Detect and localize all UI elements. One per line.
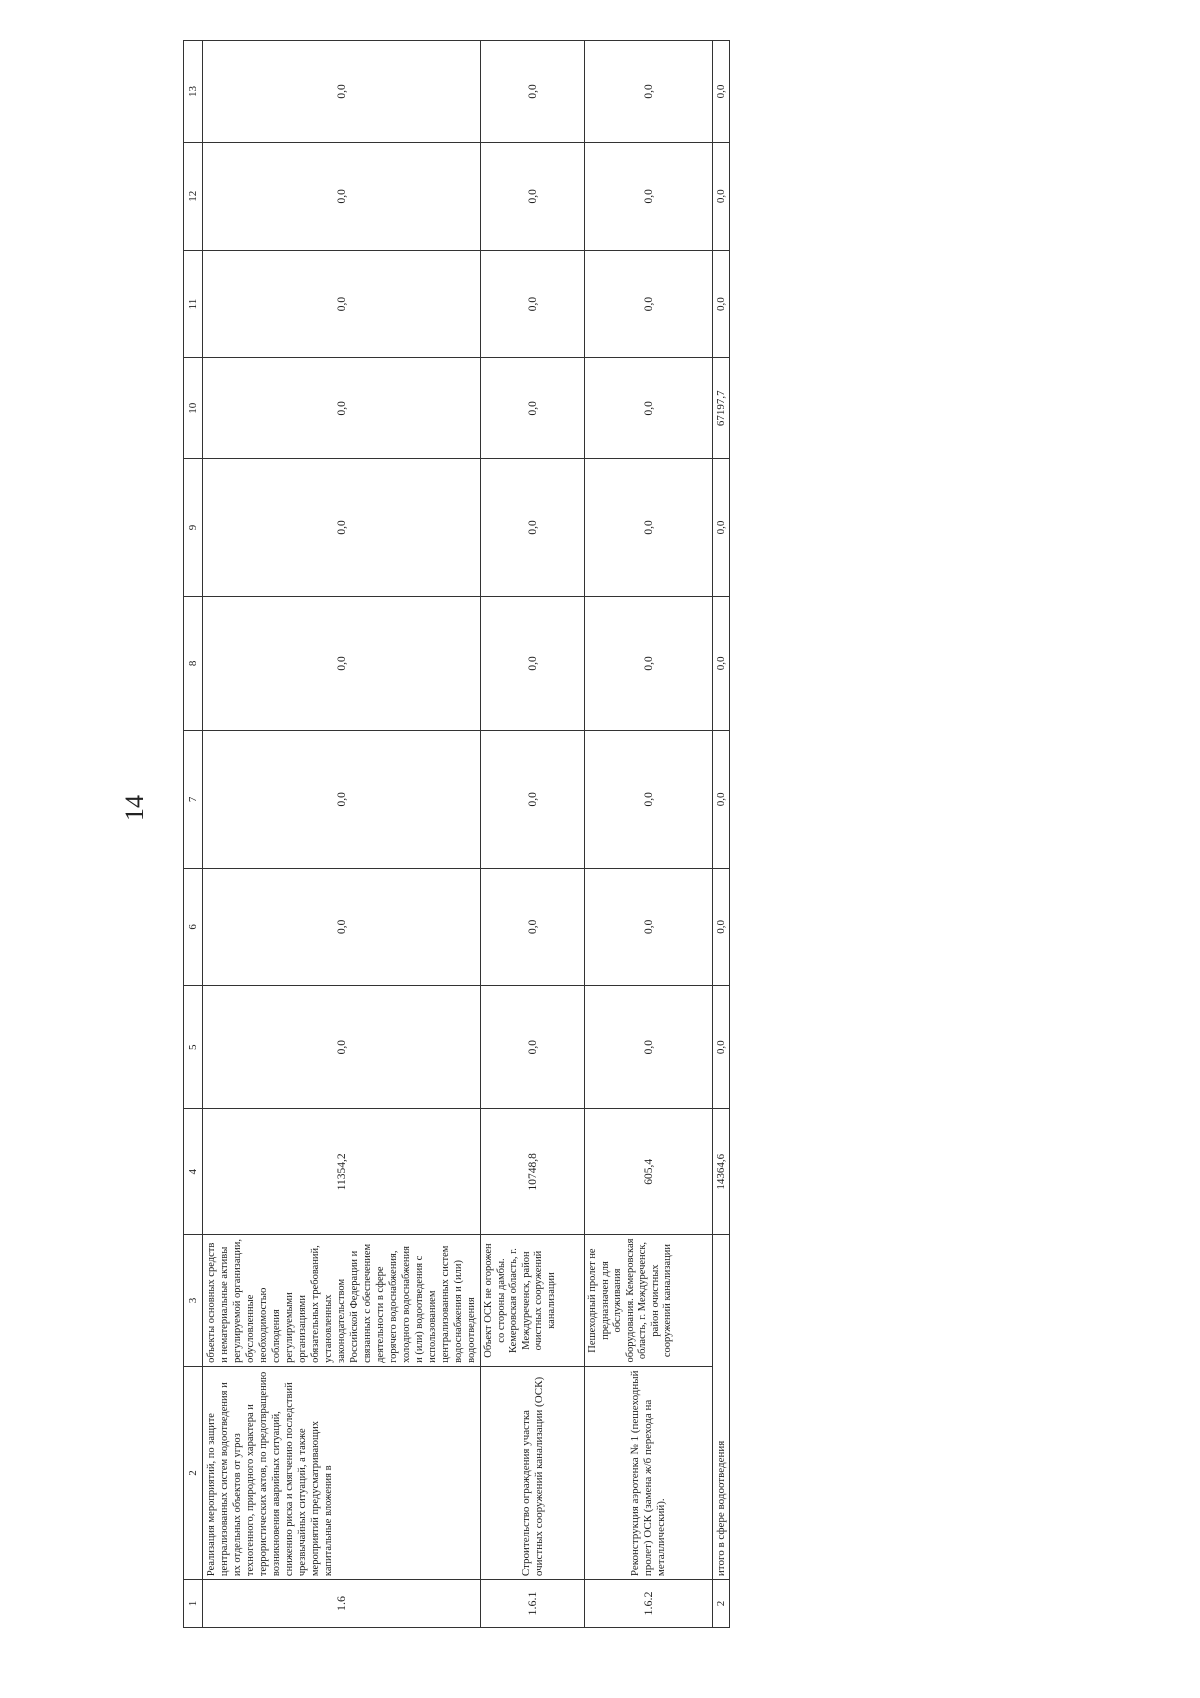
table-row [585, 41, 713, 1628]
total-label: итого в сфере водоотведения [713, 1235, 730, 1580]
row-id: 1.6.2 [585, 1580, 713, 1628]
column-header: 7 [184, 730, 203, 868]
investment-table-wrapper [183, 40, 727, 1628]
column-number-row [184, 41, 203, 1628]
investment-table [183, 40, 730, 1628]
value-cell: 11354,2 [203, 1109, 481, 1235]
total-value-cell: 0,0 [713, 596, 730, 730]
value-cell: 0,0 [203, 459, 481, 597]
row-id: 1.6 [203, 1580, 481, 1628]
value-cell: 0,0 [481, 250, 585, 358]
value-cell: 0,0 [585, 868, 713, 985]
total-value-cell: 14364,6 [713, 1109, 730, 1235]
total-value-cell: 0,0 [713, 986, 730, 1109]
total-value-cell: 0,0 [713, 868, 730, 985]
value-cell: 10748,8 [481, 1109, 585, 1235]
column-header: 3 [184, 1235, 203, 1367]
column-header: 4 [184, 1109, 203, 1235]
total-value-cell: 67197,7 [713, 358, 730, 459]
value-cell: 0,0 [481, 459, 585, 597]
value-cell: 0,0 [203, 41, 481, 143]
total-value-cell: 0,0 [713, 459, 730, 597]
value-cell: 0,0 [585, 142, 713, 250]
column-header: 2 [184, 1366, 203, 1579]
total-value-cell: 0,0 [713, 730, 730, 868]
value-cell: 0,0 [481, 142, 585, 250]
column-header: 12 [184, 142, 203, 250]
row-description-part2: объекты основных средств и нематериальные активы регулируемой организации, обусловленные необходимостью соблюдения регулируемыми организациями обязательных требований, установленных законодательством Российской Федерации и связанных с обеспечением деятельности в сфере горячего водоснабжения, холодного водоснабжения и (или) водоотведения с использованием централизованных систем водоснабжения и (или) водоотведения [203, 1235, 481, 1367]
value-cell: 0,0 [481, 986, 585, 1109]
table-row [203, 41, 481, 1628]
column-header: 6 [184, 868, 203, 985]
value-cell: 0,0 [481, 358, 585, 459]
value-cell: 0,0 [585, 250, 713, 358]
value-cell: 0,0 [203, 986, 481, 1109]
row-description: Строительство ограждения участка очистных сооружений канализации (ОСК) [481, 1366, 585, 1579]
column-header: 13 [184, 41, 203, 143]
row-object-note: Объект ОСК не огорожен со стороны дамбы. Кемеровская область, г. Междуреченск, район очистных сооружений канализации [481, 1235, 585, 1367]
value-cell: 0,0 [203, 142, 481, 250]
value-cell: 0,0 [585, 986, 713, 1109]
value-cell: 0,0 [203, 250, 481, 358]
row-description-part1: Реализация мероприятий, по защите централизованных систем водоотведения и их отдельных объектов от угроз техногенного, природного характера и террористических актов, по предотвращению возникновения аварийных ситуаций, снижению риска и смягчению последствий чрезвычайных ситуаций, а также мероприятий предусматривающих капитальные вложения в [203, 1366, 481, 1579]
value-cell: 0,0 [203, 730, 481, 868]
column-header: 8 [184, 596, 203, 730]
column-header: 1 [184, 1580, 203, 1628]
column-header: 10 [184, 358, 203, 459]
value-cell: 0,0 [481, 596, 585, 730]
value-cell: 0,0 [585, 596, 713, 730]
table-row [481, 41, 585, 1628]
value-cell: 0,0 [585, 730, 713, 868]
column-header: 9 [184, 459, 203, 597]
total-value-cell: 0,0 [713, 142, 730, 250]
value-cell: 0,0 [203, 358, 481, 459]
value-cell: 0,0 [481, 41, 585, 143]
value-cell: 0,0 [585, 41, 713, 143]
total-value-cell: 0,0 [713, 41, 730, 143]
column-header: 11 [184, 250, 203, 358]
value-cell: 0,0 [481, 868, 585, 985]
value-cell: 0,0 [203, 868, 481, 985]
value-cell: 0,0 [481, 730, 585, 868]
total-value-cell: 0,0 [713, 250, 730, 358]
row-object-note: Пешеходный пролет не предназначен для обслуживания оборудования. Кемеровская область, г. Междуреченск, район очистных сооружений канализации [585, 1235, 713, 1367]
value-cell: 0,0 [585, 358, 713, 459]
column-header: 5 [184, 986, 203, 1109]
value-cell: 0,0 [203, 596, 481, 730]
total-row [713, 41, 730, 1628]
row-description: Реконструкция аэротенка № 1 (пешеходный пролет) ОСК (замена ж/б перехода на металлический). [585, 1366, 713, 1579]
investment-table-rotated [183, 40, 727, 1628]
value-cell: 0,0 [585, 459, 713, 597]
value-cell: 605,4 [585, 1109, 713, 1235]
total-row-id: 2 [713, 1580, 730, 1628]
row-id: 1.6.1 [481, 1580, 585, 1628]
page-number: 14 [120, 795, 149, 821]
